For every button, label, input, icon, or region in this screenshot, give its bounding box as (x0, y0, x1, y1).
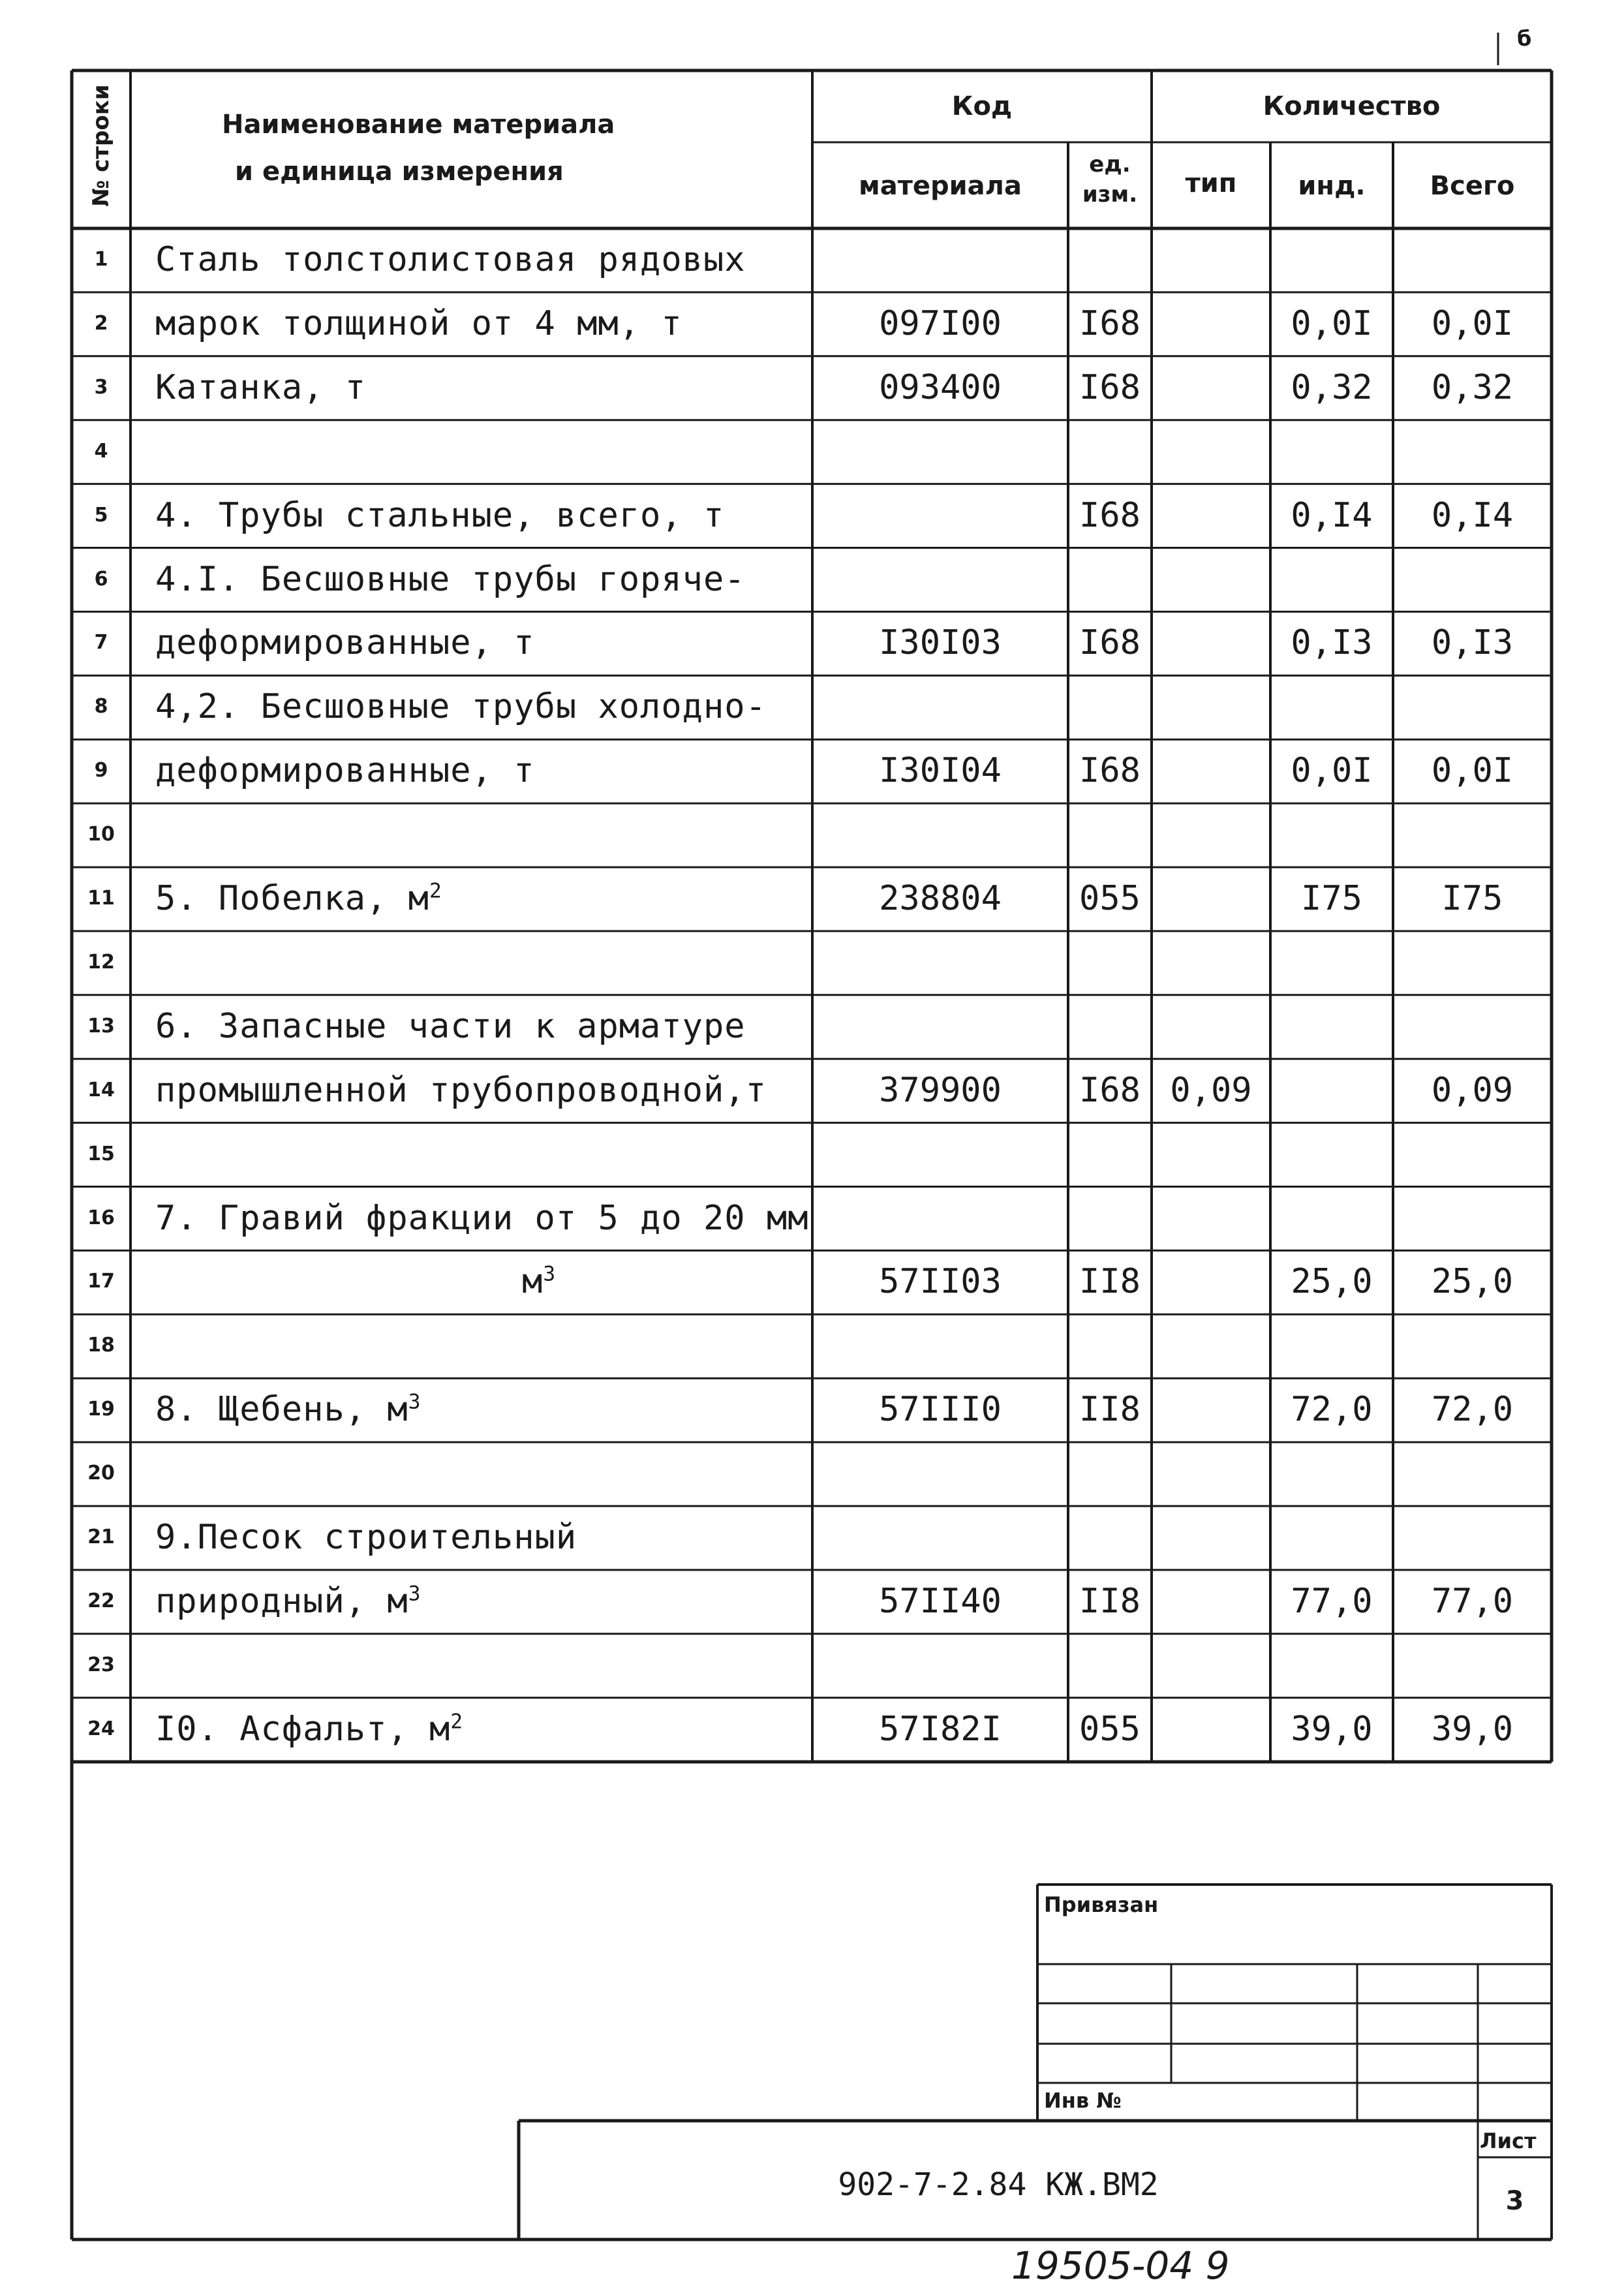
header-unit-line2: изм. (1082, 181, 1138, 208)
cell-name-text: м (522, 1262, 544, 1302)
stamp-document-code: 902-7-2.84 КЖ.ВМ2 (838, 2166, 1159, 2203)
cell-total: 25,0 (1431, 1262, 1514, 1302)
row-number: 6 (94, 567, 108, 591)
cell-name (155, 1007, 808, 1046)
unit-exponent: 2 (429, 879, 442, 903)
row-number: 9 (94, 759, 108, 782)
cell-name-text: 8. Щебень, м (155, 1390, 408, 1430)
cell-name-text: Сталь толстолистовая рядовых (155, 240, 746, 279)
row-number: 13 (87, 1014, 115, 1038)
row-number: 8 (94, 695, 108, 718)
row-number: 21 (87, 1526, 115, 1548)
cell-total: 0,0I (1431, 303, 1514, 343)
cell-code: 097I00 (879, 303, 1002, 343)
cell-name-text: 7. Гравий фракции от 5 до 20 мм (155, 1198, 809, 1238)
cell-code: 57I82I (879, 1709, 1002, 1749)
stamp-inventory-label: Инв № (1044, 2088, 1122, 2113)
row-number: 5 (94, 503, 108, 527)
cell-name (522, 1262, 809, 1301)
cell-name-text: деформированные, т (155, 751, 535, 791)
header-code: Код (951, 91, 1013, 121)
unit-exponent: 3 (408, 1390, 421, 1414)
cell-name-text: 6. Запасные части к арматуре (155, 1006, 746, 1046)
cell-name (155, 560, 808, 599)
row-number: 12 (87, 950, 115, 974)
header-unit-line1: ед. (1089, 151, 1131, 177)
handwritten-archive-number: 19505-04 9 (1011, 2243, 1230, 2288)
cell-name-text: 4.I. Бесшовные трубы горяче- (155, 559, 746, 599)
cell-name-text: марок толщиной от 4 мм, т (155, 303, 682, 343)
row-number: 24 (87, 1717, 115, 1740)
row-number: 3 (94, 375, 108, 399)
cell-name (155, 368, 808, 407)
cell-ind: 0,I4 (1291, 495, 1373, 535)
cell-total: 39,0 (1431, 1709, 1514, 1749)
stamp-sheet-label: Лист (1480, 2129, 1537, 2153)
cell-code: 093400 (879, 367, 1002, 407)
header-name-line1: Наименование материала (222, 110, 615, 140)
cell-total: 77,0 (1431, 1581, 1514, 1621)
cell-name (155, 496, 808, 535)
header-material: материала (859, 171, 1022, 201)
unit-exponent: 3 (543, 1263, 557, 1287)
cell-unit: I68 (1079, 751, 1141, 791)
cell-unit: I68 (1079, 1070, 1141, 1110)
cell-ind: 72,0 (1291, 1390, 1373, 1430)
stamp-linked-label: Привязан (1044, 1892, 1159, 1917)
header-row-number: № строки (88, 84, 114, 207)
row-number: 15 (87, 1142, 115, 1165)
cell-code: 57II40 (879, 1581, 1002, 1621)
cell-unit: I68 (1079, 367, 1141, 407)
row-number: 10 (87, 823, 115, 846)
cell-unit: II8 (1079, 1581, 1141, 1621)
cell-name (155, 687, 808, 726)
cell-unit: II8 (1079, 1390, 1141, 1430)
header-typ: тип (1185, 168, 1237, 198)
cell-unit: I68 (1079, 495, 1141, 535)
cell-ind: I75 (1301, 879, 1362, 918)
cell-name-text: 4,2. Бесшовные трубы холодно- (155, 687, 767, 727)
cell-name-text: Катанка, т (155, 367, 367, 407)
header-ind: инд. (1298, 171, 1366, 201)
row-number: 20 (87, 1462, 115, 1485)
cell-name (155, 879, 808, 918)
cell-total: 0,I4 (1431, 495, 1514, 535)
header-name-line2: и единица измерения (235, 157, 564, 187)
cell-total: 0,0I (1431, 751, 1514, 791)
cell-name-text: 4. Трубы стальные, всего, т (155, 495, 725, 535)
cell-name (155, 304, 808, 343)
cell-code: I30I03 (879, 623, 1002, 663)
row-number: 4 (94, 439, 108, 463)
cell-name-text: деформированные, т (155, 623, 535, 663)
cell-total: I75 (1441, 879, 1503, 918)
row-number: 19 (87, 1398, 115, 1421)
cell-total: 0,32 (1431, 367, 1514, 407)
cell-unit: I68 (1079, 303, 1141, 343)
row-number: 14 (87, 1078, 115, 1101)
header-total: Всего (1430, 171, 1515, 201)
cell-ind: 0,I3 (1291, 623, 1373, 663)
cell-name (155, 1710, 808, 1749)
cell-total: 0,09 (1431, 1070, 1514, 1110)
row-number: 17 (87, 1270, 115, 1293)
cell-code: 238804 (879, 879, 1002, 918)
cell-name (155, 751, 808, 790)
cell-name (155, 1071, 808, 1110)
cell-code: 57III0 (879, 1390, 1002, 1430)
cell-name-text: 9.Песок строительный (155, 1518, 577, 1557)
row-number: 11 (87, 887, 115, 910)
cell-typ: 0,09 (1170, 1070, 1252, 1110)
cell-ind: 0,32 (1291, 367, 1373, 407)
header-quantity: Количество (1263, 91, 1441, 121)
cell-unit: II8 (1079, 1262, 1141, 1302)
cell-code: 57II03 (879, 1262, 1002, 1302)
cell-name (155, 1390, 808, 1429)
row-number: 2 (94, 311, 108, 335)
cell-name-text: 5. Побелка, м (155, 879, 429, 918)
cell-name (155, 623, 808, 662)
row-number: 1 (94, 248, 108, 271)
unit-exponent: 2 (450, 1710, 464, 1734)
cell-ind: 0,0I (1291, 751, 1373, 791)
cell-name (155, 1199, 808, 1238)
page-mark: б (1517, 26, 1532, 51)
cell-code: I30I04 (879, 751, 1002, 791)
cell-ind: 77,0 (1291, 1581, 1373, 1621)
unit-exponent: 3 (408, 1582, 421, 1606)
row-number: 16 (87, 1206, 115, 1229)
row-number: 7 (94, 631, 108, 654)
cell-name (155, 1582, 808, 1621)
cell-name-text: промышленной трубопроводной,т (155, 1070, 767, 1110)
cell-ind: 39,0 (1291, 1709, 1373, 1749)
row-number: 22 (87, 1589, 115, 1612)
stamp-sheet-number: 3 (1505, 2186, 1524, 2216)
cell-code: 379900 (879, 1070, 1002, 1110)
cell-name (155, 1518, 808, 1557)
cell-total: 0,I3 (1431, 623, 1514, 663)
row-number: 23 (87, 1653, 115, 1676)
cell-total: 72,0 (1431, 1390, 1514, 1430)
cell-ind: 25,0 (1291, 1262, 1373, 1302)
cell-name-text: I0. Асфальт, м (155, 1709, 451, 1749)
cell-unit: 055 (1079, 879, 1141, 918)
cell-unit: 055 (1079, 1709, 1141, 1749)
cell-name-text: природный, м (155, 1581, 408, 1621)
cell-ind: 0,0I (1291, 303, 1373, 343)
cell-unit: I68 (1079, 623, 1141, 663)
row-number: 18 (87, 1334, 115, 1357)
cell-name (155, 240, 808, 279)
